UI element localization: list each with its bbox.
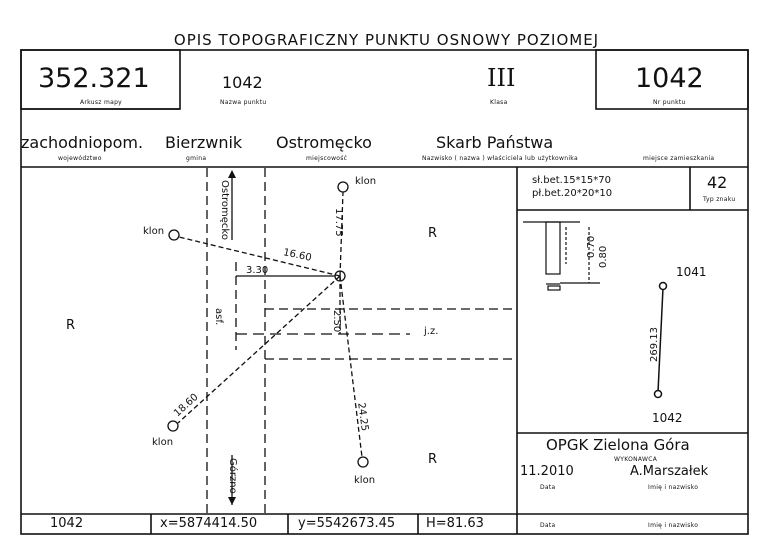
owner-value: Skarb Państwa xyxy=(436,133,554,152)
document-title: OPIS TOPOGRAFICZNY PUNKTU OSNOWY POZIOMEJ xyxy=(173,31,600,49)
footer-y-coordinate: y=5542673.45 xyxy=(298,516,396,531)
neighbor-bottom-point: 1042 xyxy=(652,411,683,425)
distance-label-4: 2.50 xyxy=(331,310,342,333)
footer-point-number: 1042 xyxy=(50,516,84,531)
footer-height: H=81.63 xyxy=(426,516,484,531)
commune-value: Bierzwnik xyxy=(165,133,243,152)
asphalt-label: asf. xyxy=(213,308,224,326)
contractor-person: A.Marszałek xyxy=(630,464,709,479)
contractor-date: 11.2010 xyxy=(520,464,574,479)
map-sheet-label: Arkusz mapy xyxy=(80,99,123,106)
point-number-label: Nr punktu xyxy=(653,99,686,106)
land-use-left: R xyxy=(66,318,76,333)
class-value: III xyxy=(487,64,516,92)
footer-x-coordinate: x=5874414.50 xyxy=(160,516,258,531)
contractor-name: OPGK Zielona Góra xyxy=(546,436,690,454)
tree-label-3: klon xyxy=(152,437,174,448)
footer-date-label: Data xyxy=(540,522,556,529)
locality-value: Ostromęcko xyxy=(276,133,372,152)
marker-type-label: Typ znaku xyxy=(703,196,736,203)
tree-label-1: klon xyxy=(355,176,377,187)
marker-depth-2: 0.80 xyxy=(598,245,609,268)
commune-label: gmina xyxy=(186,155,207,162)
neighbor-top-point: 1041 xyxy=(676,265,707,279)
voivodeship-value: zachodniopom. xyxy=(21,133,144,152)
tree-label-2: klon xyxy=(143,226,165,237)
contractor-label: WYKONAWCA xyxy=(614,456,658,463)
marker-type-value: 42 xyxy=(707,173,728,192)
road-label-top: Ostromęcko xyxy=(219,180,230,240)
class-label: Klasa xyxy=(490,99,508,106)
locality-label: miejscowość xyxy=(306,155,348,162)
land-use-right-bottom: R xyxy=(428,452,438,467)
point-name-label: Nazwa punktu xyxy=(220,99,267,106)
point-name-value: 1042 xyxy=(222,73,263,92)
marker-depth-1: 0.70 xyxy=(586,235,597,258)
distance-label-6: 24.25 xyxy=(355,402,370,432)
lake-zone-label: j.z. xyxy=(424,326,439,337)
owner-label: Nazwisko ( nazwa ) właściciela lub użytkownika xyxy=(422,155,578,162)
footer-name-label: Imię i nazwisko xyxy=(648,522,699,529)
point-number-value: 1042 xyxy=(635,63,704,94)
voivodeship-label: województwo xyxy=(58,155,102,162)
road-label-bottom: Górzno xyxy=(227,458,238,494)
marker-plate-spec: pł.bet.20*20*10 xyxy=(532,188,613,199)
marker-pillar-spec: sł.bet.15*15*70 xyxy=(532,175,612,186)
map-sheet-value: 352.321 xyxy=(38,63,150,94)
residence-label: miejsce zamieszkania xyxy=(643,155,715,162)
distance-label-5: 18.60 xyxy=(171,391,201,420)
distance-label-2: 17.75 xyxy=(333,208,344,237)
land-use-right-top: R xyxy=(428,226,438,241)
contractor-date-label: Data xyxy=(540,484,556,491)
distance-label-1: 16.60 xyxy=(282,247,313,264)
neighbor-distance: 269.13 xyxy=(649,327,660,362)
distance-label-3: 3.30 xyxy=(246,265,269,276)
contractor-person-label: Imię i nazwisko xyxy=(648,484,699,491)
tree-label-4: klon xyxy=(354,475,376,486)
